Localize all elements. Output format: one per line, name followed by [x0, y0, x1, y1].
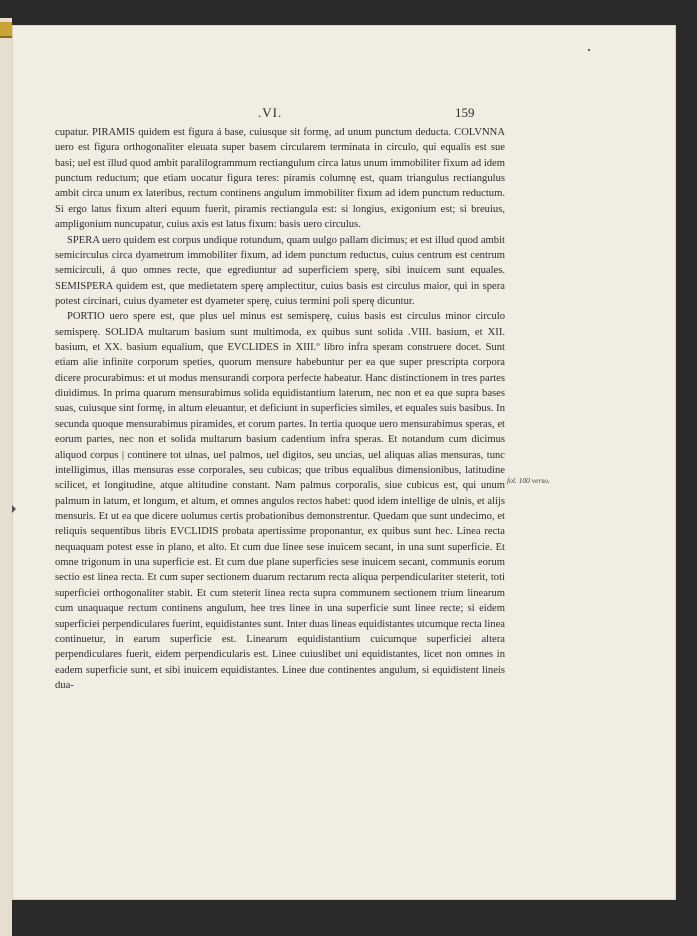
paragraph-3: PORTIO uero spere est, que plus uel minus est semisperę, cuius basis est circulus minor circulo semisperę. SOLIDA multarum basium sunt multimoda, ex quibus sunt solida .VIII. basium, et XII. basium, et XX. basium equalium, que EVCLIDES in XIII.º libro infra speram construere docet. Sunt etiam alie infinite corporum speties, quorum mensure habebuntur per ea que super prescripta corpora dicere procurabimus: et ut modus mensurandi corpora perfecte habeatur. Hanc distinctionem in tres partes diuidimus. In prima quarum mensurabimus solida equidistantium laterum, nec non et ea que supra bases suas, cuiusque sint formę, in altum eleuantur, et deficiunt in superficies similes, et equales suis basibus. In secunda quoque mensurabimus piramides, et corum partes. In tertia quoque uero mensurabimus speras, et eorum partes, nec non et solida multarum basium cadentium infra speras. Et notandum cum dicimus aliquod corpus | continere tot ulnas, uel palmos, uel digitos, seu uncias, uel aliquas alias mensuras, tunc intelligimus, illas mensuras esse corporales, seu cubicas; que tribus equalibus dimensionibus, latitudine scilicet, et longitudine, atque altitudine constant. Nam palmus corporalis, siue cubicus est, qui unum palmum in latum, et longum, et altum, et omnes angulos rectos habet: quod idem intellige de ulnis, et alijs mensuris. Et ut ea que dicere uolumus certis probationibus demonstrentur. Quedam que sunt undecimo, et reliquis sequentibus libris EVCLIDIS probata apertissime proponantur, ex quibus sunt hec. Linea recta nequaquam potest esse in plano, et alto. Et cum due linee sese inuicem secant, in una sunt superficie. Et omne trigonum in una superficie est. Et cum due plane superficies sese inuicem secant, communis eorum sectio est linea recta. Et cum super sectionem duarum rectarum recta aliqua perpendiculariter steterit, toti superficiei orthogonaliter stabit. Et cum steterit linea recta supra communem sectionem trium linearum cum unaquaque rectum continens angulum, hee tres linee in una superficie sunt linee recte; si eidem superficiei perpendiculares fuerint, equidistantes sunt. Inter duas lineas equidistantes utcumque recta linea continuetur, in earum superficie est. Linearum equidistantium cuicumque superficiei altera perpendiculares fuerit, eidem perpendicularis est. Linee cuiuslibet uni equidistantes, licet non omnes in eadem superficie sunt, et sibi inuicem equidistantes. Linee due continentes angulum, si equidistent lineis dua-	[55, 311, 505, 691]
page-header	[12, 105, 676, 125]
page-speck	[588, 49, 590, 51]
body-text	[55, 125, 505, 693]
page-number: 159	[455, 105, 475, 120]
previous-page-edge	[0, 18, 12, 936]
paragraph-2: SPERA uero quidem est corpus undique rotundum, quam uulgo pallam dicimus; et est illud quod ambit semicirculus circa dyametrum immobiliter fixum, ad idem punctum reductus, cuius centrum est centrum semicirculi, á quo omnes recte, que egrediuntur ad superficiem sperę, sibi inuicem sunt equales. SEMISPERA quidem est, que medietatem sperę amplectitur, cuius basis est circulus maior, qui in spera potest circinari, cuius dyameter est dyameter sperę, cuius termini poli sperę dicuntur.	[55, 234, 505, 307]
running-head: .VI.	[258, 105, 283, 120]
margin-pointer-icon	[12, 505, 16, 513]
book-page	[12, 25, 676, 900]
paragraph-1: cupatur. PIRAMIS quidem est figura á base, cuiusque sit formę, ad unum punctum deducta. COLVNNA uero est figura orthogonaliter eleuata super basem circularem terminata in circulo, qui equalis est sue basi; uel est illud quod ambit paralilogrammum rectiangulum circa latus unum immobiliter fixum ad idem punctum reductum; que etiam uocatur figura teres: piramis columnę est, quam triangulus rectiangulus ambit circa unum ex lateribus, rectum continens angulum immobiliter fixum ad idem punctum reductum. Si ergo latus fixum alteri equum fuerit, piramis rectiangula est: si longius, exigonium est; si breuius, ampligonium nuncupatur, cuius axis est latus fixum: basis uero circulus.	[55, 127, 505, 231]
margin-note: fol. 100 verso.	[507, 476, 550, 485]
previous-page-edge-mark	[0, 22, 12, 38]
